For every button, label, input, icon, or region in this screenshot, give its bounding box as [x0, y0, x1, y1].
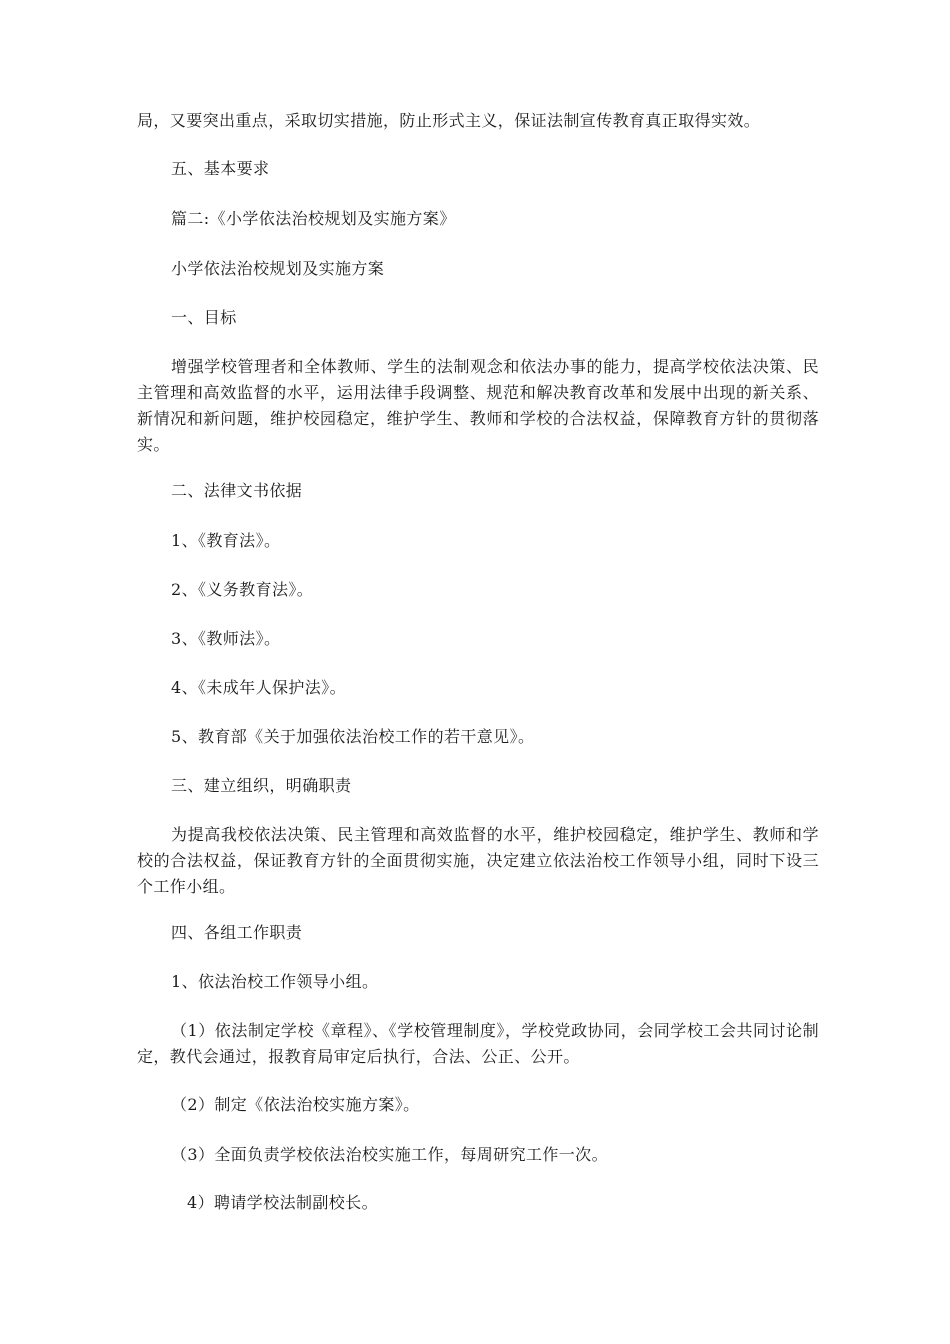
heading-organization: 三、建立组织，明确职责: [171, 776, 352, 795]
paragraph-organization: 为提高我校依法决策、民主管理和高效监督的水平，维护校园稳定，维护学生、教师和学校的合法权益，保证教育方针的全面贯彻实施，决定建立依法治校工作领导小组，同时下设三个工作小组。: [137, 825, 819, 896]
group-item-1: 1、依法治校工作领导小组。: [171, 972, 379, 991]
heading-basic-requirements: 五、基本要求: [171, 159, 270, 178]
duty-item-4: 4）聘请学校法制副校长。: [187, 1193, 378, 1212]
heading-group-duties: 四、各组工作职责: [171, 923, 303, 942]
law-item-5: 5、教育部《关于加强依法治校工作的若干意见》。: [171, 727, 535, 746]
document-title: 小学依法治校规划及实施方案: [171, 259, 385, 278]
law-item-4: 4、《未成年人保护法》。: [171, 678, 346, 697]
duty-item-3: （3）全面负责学校依法治校实施工作，每周研究工作一次。: [171, 1145, 608, 1164]
paragraph-goal: 增强学校管理者和全体教师、学生的法制观念和依法办事的能力，提高学校依法决策、民主管理和高效监督的水平，运用法律手段调整、规范和解决教育改革和发展中出现的新关系、新情况和新问题，维护校园稳定，维护学生、教师和学校的合法权益，保障教育方针的贯彻落实。: [137, 357, 819, 454]
chapter-title: 篇二:《小学依法治校规划及实施方案》: [171, 209, 456, 228]
law-item-3: 3、《教师法》。: [171, 629, 281, 648]
duty-item-2: （2）制定《依法治校实施方案》。: [171, 1095, 420, 1114]
law-item-2: 2、《义务教育法》。: [171, 580, 314, 599]
heading-goal: 一、目标: [171, 308, 237, 327]
law-item-1: 1、《教育法》。: [171, 531, 281, 550]
duty-item-1: （1）依法制定学校《章程》、《学校管理制度》，学校党政协同，会同学校工会共同讨论制定，教代会通过，报教育局审定后执行，合法、公正、公开。: [137, 1021, 819, 1066]
text-line-continuation: 局，又要突出重点，采取切实措施，防止形式主义，保证法制宣传教育真正取得实效。: [137, 111, 761, 130]
heading-legal-basis: 二、法律文书依据: [171, 481, 303, 500]
